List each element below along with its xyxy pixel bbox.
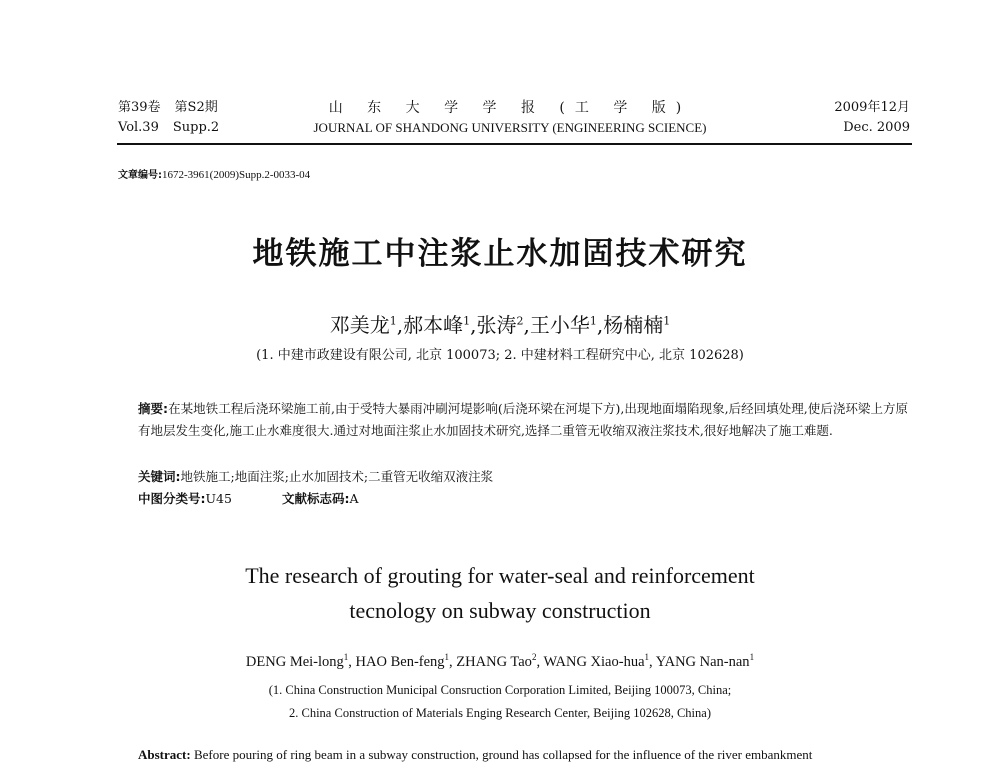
date-en: Dec. 2009 — [843, 120, 910, 135]
affiliation-en-line1: (1. China Construction Municipal Consruction Corporation Limited, Beijing 100073, China; — [268, 683, 732, 697]
title-en-line1: The research of grouting for water-seal and reinforcement — [245, 563, 755, 588]
abstract-en-label: Abstract: — [138, 747, 191, 762]
clc-label: 中图分类号: — [138, 491, 206, 506]
author-aff: 1 — [444, 652, 450, 662]
issue-cn: 第S2期 — [174, 100, 218, 115]
keywords-cn-label: 关键词: — [138, 469, 181, 484]
header-journal — [260, 98, 760, 138]
author-aff: 1 — [343, 652, 349, 662]
author-en: YANG Nan-nan — [655, 653, 750, 670]
author-cn: 杨楠楠 — [603, 313, 664, 337]
journal-name-en: JOURNAL OF SHANDONG UNIVERSITY (ENGINEERING SCIENCE) — [313, 120, 707, 135]
classification — [138, 488, 358, 510]
doc-code-value: A — [349, 491, 359, 506]
author-aff: 1 — [663, 314, 671, 328]
title-cn: 地铁施工中注浆止水加固技术研究 — [252, 236, 748, 272]
authors-cn: 邓美龙$^1$,郝本峰$^1$,张涛$^2$,王小华$^1$,杨楠楠$^1$ — [329, 313, 671, 337]
author-aff: 1 — [463, 314, 471, 328]
authors-en: DENG Mei-long$^1$, HAO Ben-feng$^1$, ZHANG Tao$^2$, WANG Xiao-hua$^1$, YANG Nan-nan$^1$ — [245, 652, 755, 670]
volume-issue-en — [118, 118, 219, 138]
author-aff: 1 — [749, 652, 755, 662]
author-aff: 1 — [644, 652, 650, 662]
issue-en: Supp.2 — [172, 120, 220, 135]
keywords-cn-text: 地铁施工;地面注浆;止水加固技术;二重管无收缩双液注浆 — [180, 469, 494, 484]
article-number-label: 文章编号: — [118, 170, 162, 181]
volume-en: Vol.39 — [118, 120, 159, 135]
author-en: DENG Mei-long — [245, 653, 344, 670]
abstract-en-text: Before pouring of ring beam in a subway construction, ground has collapsed for the influence of the river embankment — [193, 747, 813, 762]
doc-code-label: 文献标志码: — [281, 491, 350, 506]
affiliations-cn: (1. 中建市政建设有限公司, 北京 100073; 2. 中建材料工程研究中心, 北京 102628) — [256, 348, 744, 363]
abstract-en — [138, 747, 918, 763]
author-cn: 邓美龙 — [329, 313, 390, 337]
article-number-value: 1672-3961(2009)Supp.2-0033-04 — [162, 169, 311, 181]
header-rule — [117, 143, 912, 145]
affiliation-en-line2: 2. China Construction of Materials Enging Research Center, Beijing 102628, China) — [289, 706, 711, 720]
author-aff: 2 — [516, 314, 524, 328]
affiliations-en — [0, 679, 1000, 725]
author-en: HAO Ben-feng — [355, 653, 445, 670]
author-aff: 2 — [531, 652, 537, 662]
clc-value: U45 — [205, 491, 232, 506]
header-volume-issue — [118, 98, 219, 138]
abstract-cn-label: 摘要: — [138, 401, 169, 416]
author-en: WANG Xiao-hua — [543, 653, 645, 670]
article-number — [118, 166, 310, 181]
author-en: ZHANG Tao — [456, 653, 532, 670]
author-cn: 郝本峰 — [403, 313, 464, 337]
volume-cn: 第39卷 — [118, 100, 161, 115]
header-date — [800, 98, 910, 138]
journal-name-cn: 山 东 大 学 学 报 (工 学 版) — [328, 100, 692, 116]
title-en-line2: tecnology on subway construction — [349, 598, 651, 623]
title-en — [0, 558, 1000, 628]
abstract-cn — [138, 398, 908, 442]
abstract-cn-text: 在某地铁工程后浇环梁施工前,由于受特大暴雨冲刷河堤影响(后浇环梁在河堤下方),出现地面塌陷现象,后经回填处理,使后浇环梁上方原有地层发生变化,施工止水难度很大.通过对地面注浆止水加固技术研究,选择二重管无收缩双液注浆技术,很好地解决了施工难题. — [138, 401, 908, 438]
volume-issue-cn — [118, 98, 219, 118]
author-aff: 1 — [389, 314, 397, 328]
author-cn: 张涛 — [476, 313, 517, 337]
date-cn: 2009年12月 — [834, 100, 910, 115]
keywords-cn — [138, 466, 493, 488]
author-cn: 王小华 — [529, 313, 590, 337]
author-aff: 1 — [589, 314, 597, 328]
